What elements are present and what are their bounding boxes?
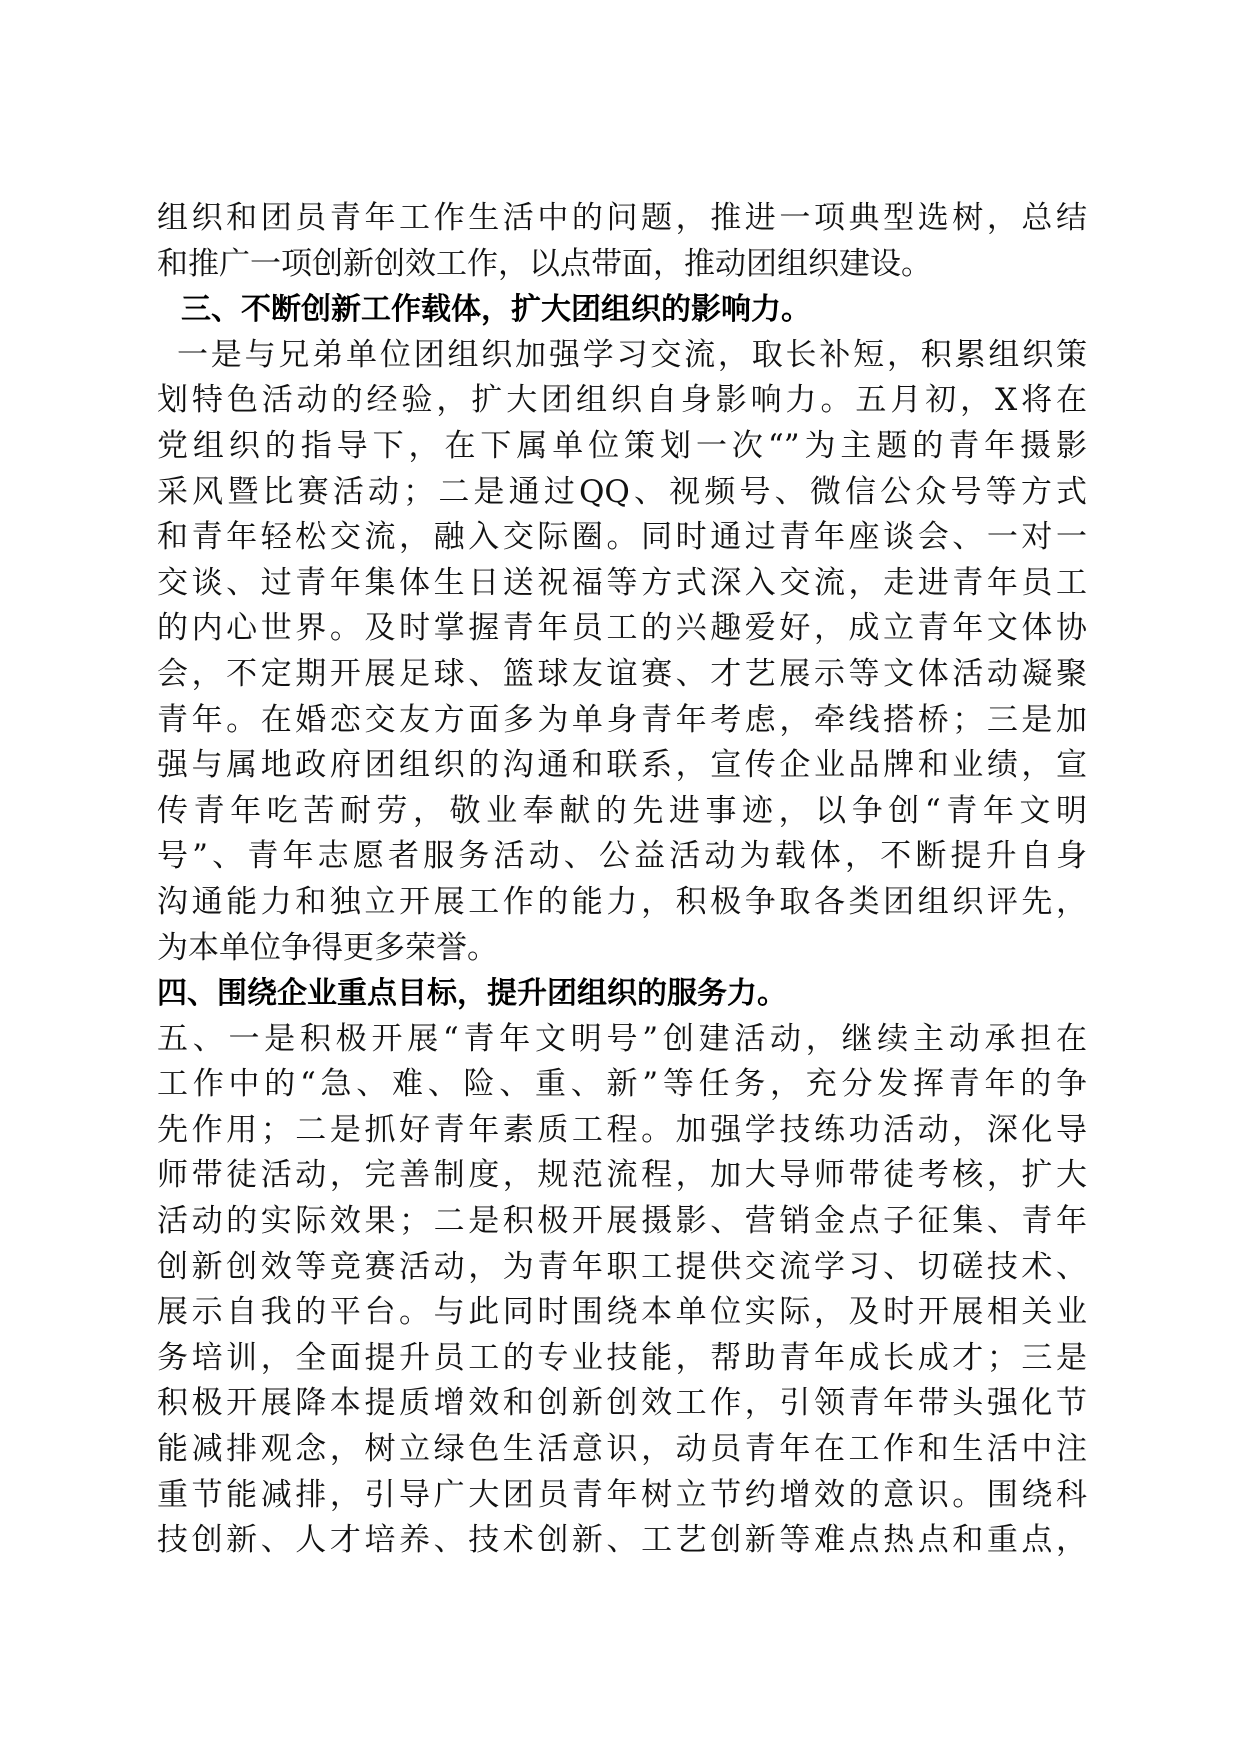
body-line: 创新创效等竞赛活动，为青年职工提供交流学习、切磋技术、 [157,1248,1087,1285]
body-line: 交谈、过青年集体生日送祝福等方式深入交流，走进青年员工 [157,564,1087,601]
body-line: 一是与兄弟单位团组织加强学习交流，取长补短，积累组织策 [177,336,1087,373]
body-line: 展示自我的平台。与此同时围绕本单位实际，及时开展相关业 [157,1294,1087,1331]
body-line: 师带徒活动，完善制度，规范流程，加大导师带徒考核，扩大 [157,1157,1087,1194]
body-line: 强与属地政府团组织的沟通和联系，宣传企业品牌和业绩，宣 [157,747,1087,784]
body-line: 沟通能力和独立开展工作的能力，积极争取各类团组织评先， [157,883,1087,920]
body-line: 务培训，全面提升员工的专业技能，帮助青年成长成才；三是 [157,1339,1087,1376]
body-line: 为本单位争得更多荣誉。 [157,929,498,966]
body-line: 党组织的指导下，在下属单位策划一次“”为主题的青年摄影 [157,427,1087,464]
body-line: 和青年轻松交流，融入交际圈。同时通过青年座谈会、一对一 [157,519,1087,556]
body-line: 传青年吃苦耐劳，敬业奉献的先进事迹，以争创“青年文明 [157,792,1087,829]
body-line: 和推广一项创新创效工作，以点带面，推动团组织建设。 [157,245,932,282]
body-line: 技创新、人才培养、技术创新、工艺创新等难点热点和重点， [157,1522,1087,1559]
body-line: 能减排观念，树立绿色生活意识，动员青年在工作和生活中注 [157,1431,1087,1468]
body-line: 工作中的“急、难、险、重、新”等任务，充分发挥青年的争 [157,1066,1087,1103]
body-line: 活动的实际效果；二是积极开展摄影、营销金点子征集、青年 [157,1203,1087,1240]
body-line: 号”、青年志愿者服务活动、公益活动为载体，不断提升自身 [157,838,1087,875]
body-line: 重节能减排，引导广大团员青年树立节约增效的意识。围绕科 [157,1476,1087,1513]
body-line: 会，不定期开展足球、篮球友谊赛、才艺展示等文体活动凝聚 [157,655,1087,692]
section-heading-3: 三、不断创新工作载体，扩大团组织的影响力。 [181,292,811,328]
section-heading-4: 四、围绕企业重点目标，提升团组织的服务力。 [157,976,787,1012]
body-line: 五、一是积极开展“青年文明号”创建活动，继续主动承担在 [157,1020,1087,1057]
body-line: 划特色活动的经验，扩大团组织自身影响力。五月初，X将在 [157,382,1087,419]
body-line: 积极开展降本提质增效和创新创效工作，引领青年带头强化节 [157,1385,1087,1422]
document-body [157,196,1087,1564]
body-line: 采风暨比赛活动；二是通过QQ、视频号、微信公众号等方式 [157,473,1087,510]
body-line: 青年。在婚恋交友方面多为单身青年考虑，牵线搭桥；三是加 [157,701,1087,738]
body-line: 组织和团员青年工作生活中的问题，推进一项典型选树，总结 [157,200,1087,236]
body-line: 的内心世界。及时掌握青年员工的兴趣爱好，成立青年文体协 [157,610,1087,647]
body-line: 先作用；二是抓好青年素质工程。加强学技练功活动，深化导 [157,1111,1087,1148]
